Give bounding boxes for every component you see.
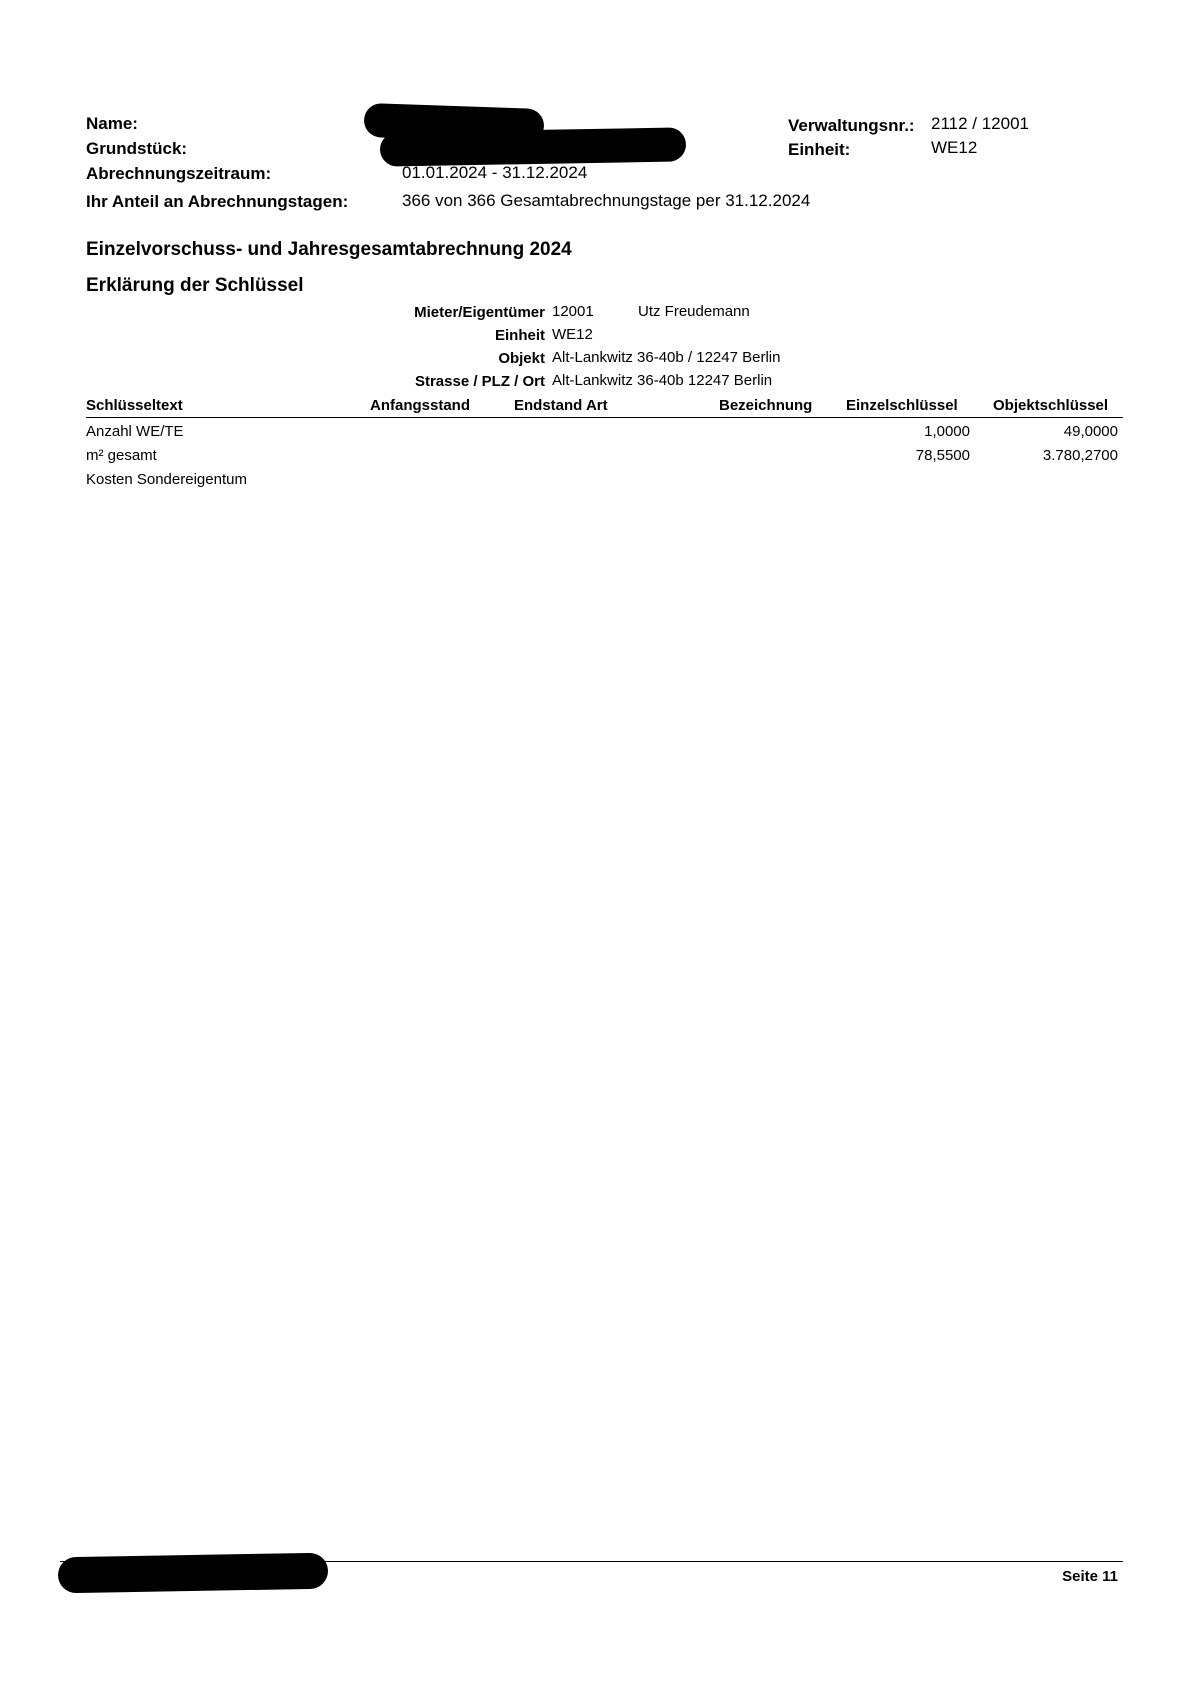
meta-einheit-value: WE12 — [552, 326, 593, 343]
table-row-text: Kosten Sondereigentum — [86, 471, 247, 488]
strasse-value: Alt-Lankwitz 36-40b 12247 Berlin — [552, 372, 773, 389]
einheit-value: WE12 — [931, 138, 978, 157]
abrechnungszeitraum-label: Abrechnungszeitraum: — [86, 164, 272, 183]
col-header-anfangsstand: Anfangsstand — [370, 397, 471, 414]
table-row-text: Anzahl WE/TE — [86, 423, 184, 440]
name-label: Name: — [86, 114, 138, 133]
section-title: Erklärung der Schlüssel — [86, 275, 304, 296]
page-number: Seite 11 — [1062, 1568, 1118, 1585]
anteil-label: Ihr Anteil an Abrechnungstagen: — [86, 192, 349, 211]
col-header-bezeichnung: Bezeichnung — [719, 397, 813, 414]
table-row-einzel: 1,0000 — [924, 423, 970, 440]
col-header-objektschluessel: Objektschlüssel — [993, 397, 1109, 414]
document-title: Einzelvorschuss- und Jahresgesamtabrechnung 2024 — [86, 239, 572, 260]
verwaltungsnr-value: 2112 / 12001 — [931, 114, 1029, 133]
abrechnungszeitraum-value: 01.01.2024 - 31.12.2024 — [402, 163, 588, 182]
mieter-name: Utz Freudemann — [638, 303, 750, 320]
objekt-label: Objekt — [498, 350, 545, 367]
table-header-rule — [86, 417, 1123, 418]
table-row-objekt: 3.780,2700 — [1042, 447, 1118, 464]
objekt-value: Alt-Lankwitz 36-40b / 12247 Berlin — [552, 349, 781, 366]
anteil-value: 366 von 366 Gesamtabrechnungstage per 31.12.2024 — [402, 191, 811, 210]
redaction-mark-grundstueck — [380, 127, 687, 166]
redaction-mark-footer — [58, 1553, 329, 1594]
grundstueck-label: Grundstück: — [86, 139, 188, 158]
einheit-label: Einheit: — [788, 140, 851, 159]
mieter-label: Mieter/Eigentümer — [414, 304, 545, 321]
meta-einheit-label: Einheit — [494, 327, 545, 344]
strasse-label: Strasse / PLZ / Ort — [414, 373, 545, 390]
col-header-endstand-art: Endstand Art — [514, 397, 608, 414]
table-row-einzel: 78,5500 — [915, 447, 970, 464]
table-row-objekt: 49,0000 — [1063, 423, 1118, 440]
mieter-nr: 12001 — [552, 303, 594, 320]
table-row-text: m² gesamt — [86, 447, 157, 464]
col-header-schluesseltext: Schlüsseltext — [86, 397, 183, 414]
verwaltungsnr-label: Verwaltungsnr.: — [788, 116, 915, 135]
col-header-einzelschluessel: Einzelschlüssel — [846, 397, 958, 414]
